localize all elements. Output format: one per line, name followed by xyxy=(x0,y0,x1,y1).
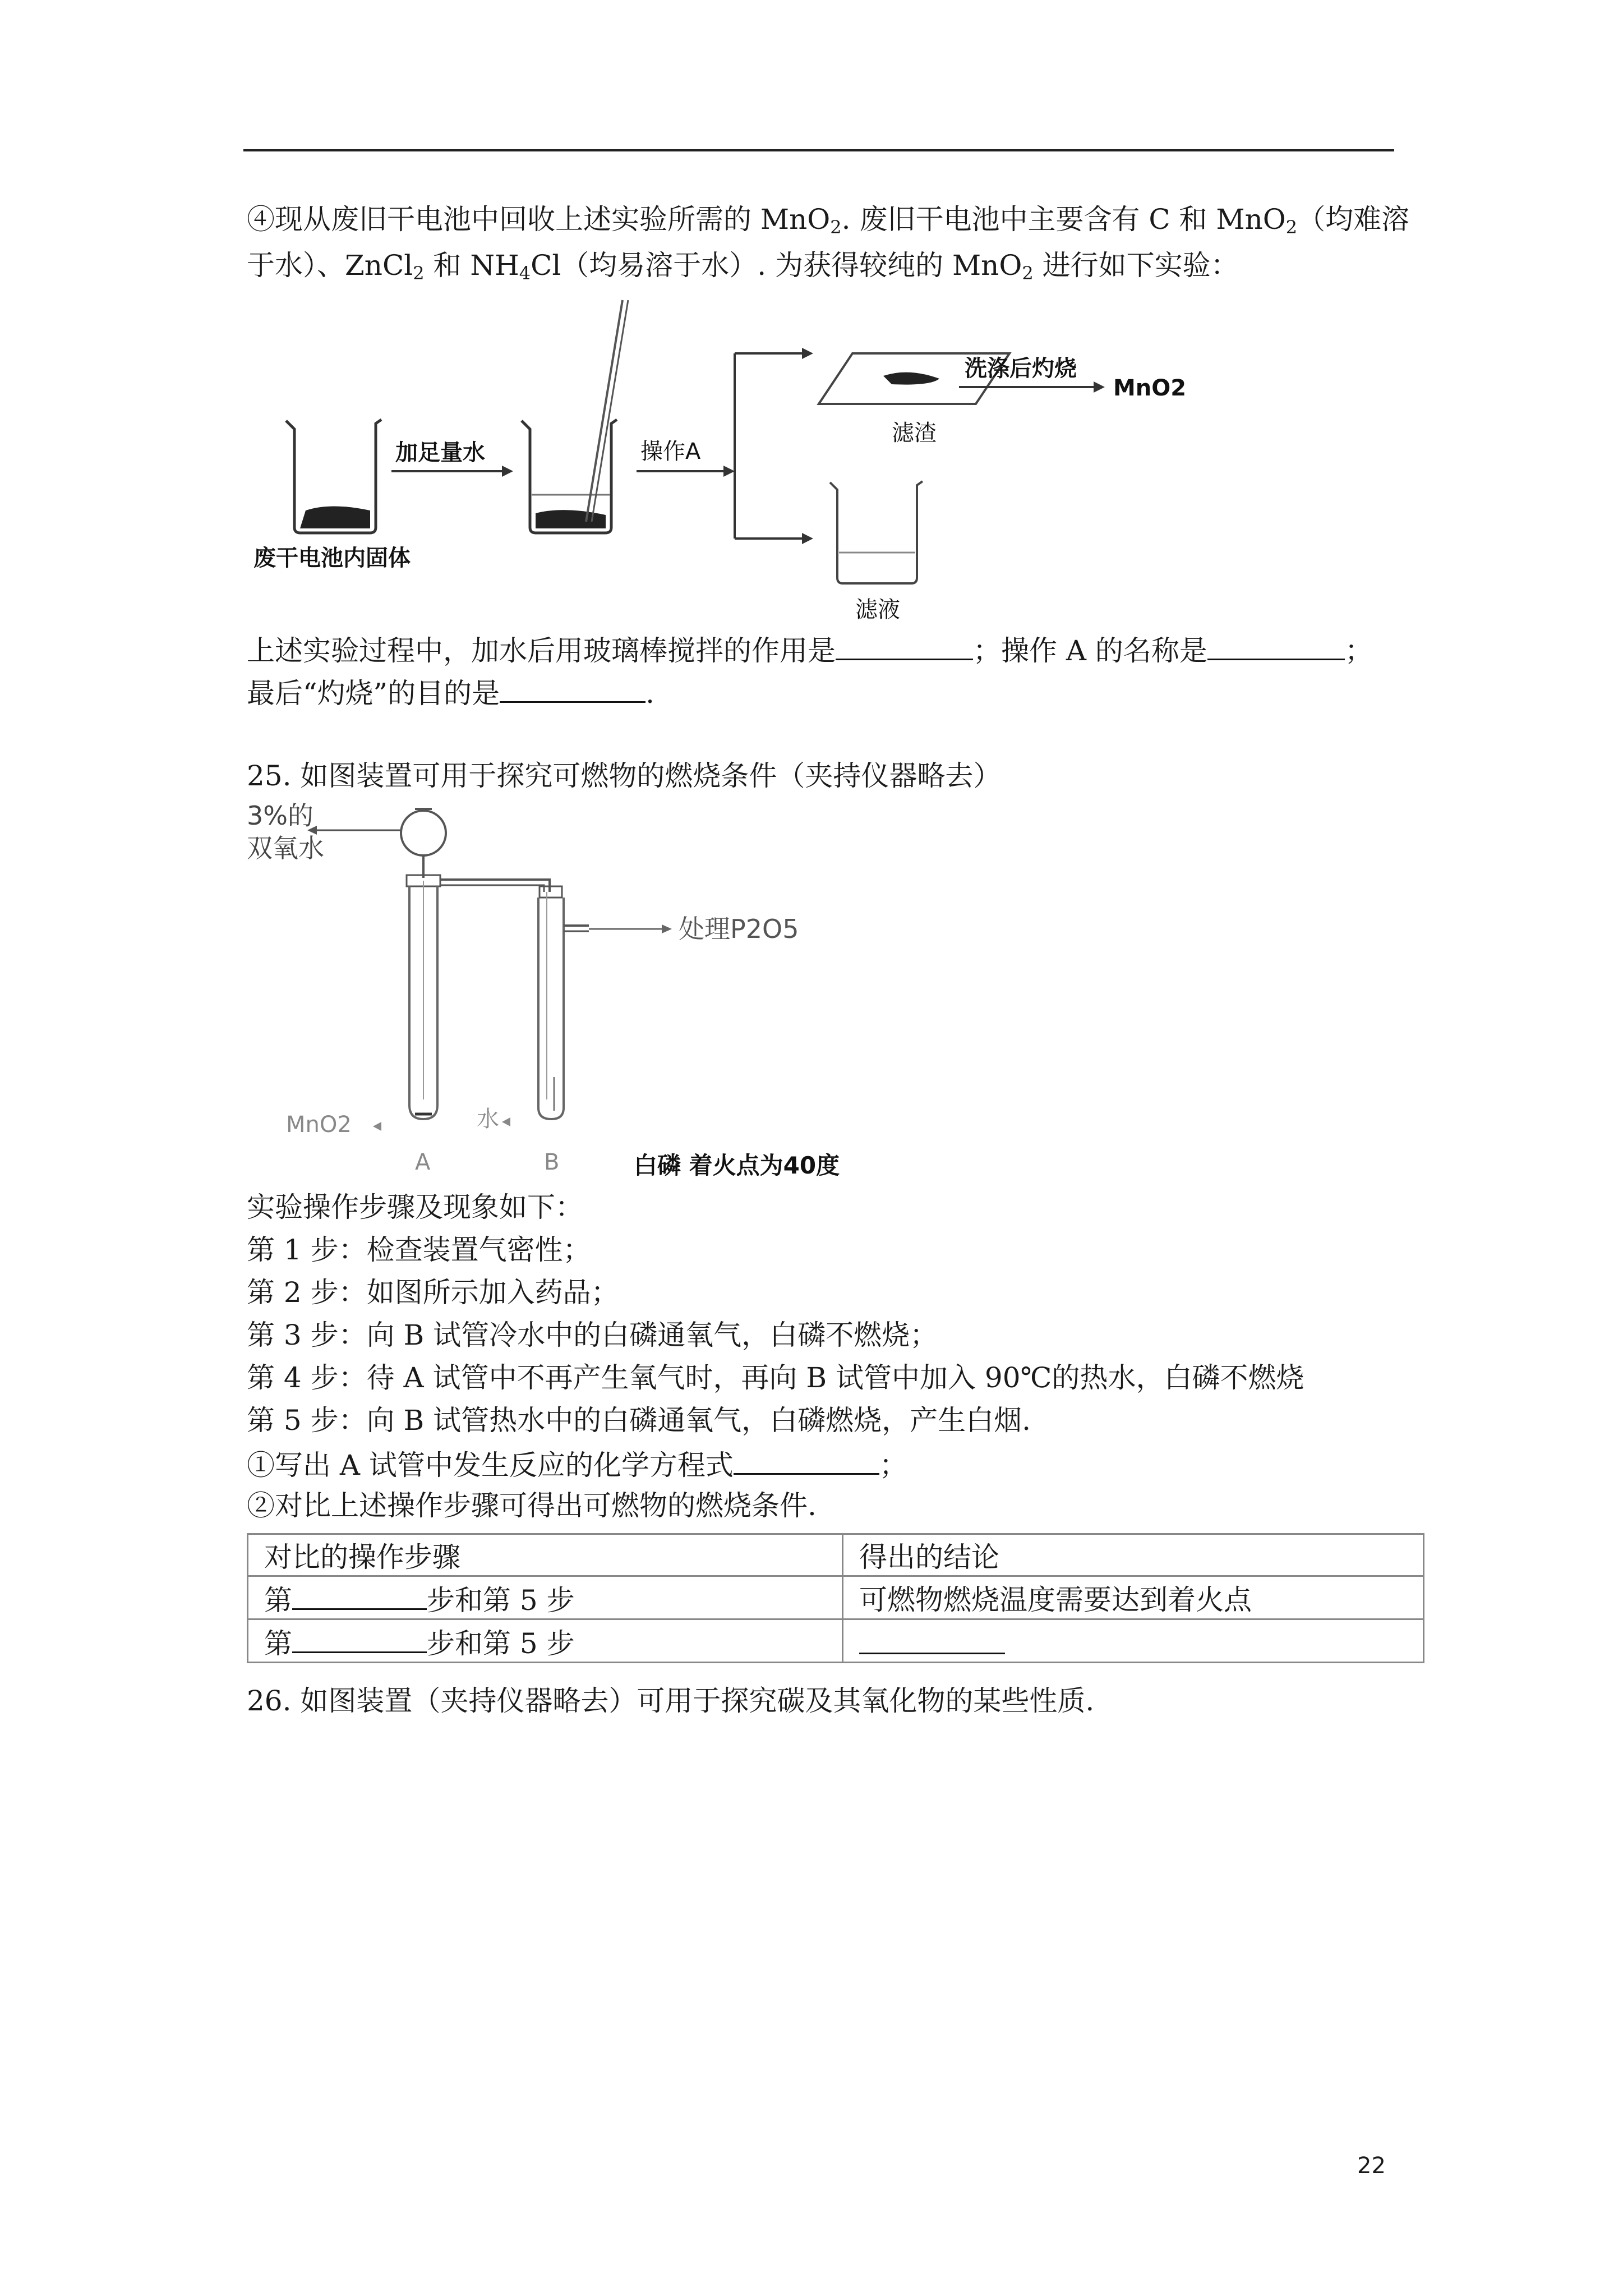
test-tube-a-icon xyxy=(409,881,437,1119)
table-row xyxy=(248,1576,1424,1619)
water-label: 水 xyxy=(477,1106,499,1132)
row1-step-blank[interactable] xyxy=(292,1577,427,1610)
step-2: 第 2 步：如图所示加入药品； xyxy=(247,1276,619,1309)
tube-b-label: B xyxy=(544,1149,560,1175)
row2-step-blank[interactable] xyxy=(292,1620,427,1653)
row2-conclusion-blank[interactable] xyxy=(859,1621,1005,1654)
wash-burn-label: 洗涤后灼烧 xyxy=(965,356,1077,381)
burning-purpose-blank[interactable] xyxy=(500,670,645,703)
header-conclusion: 得出的结论 xyxy=(843,1534,1424,1576)
mno2-recovery-diagram xyxy=(241,297,1251,634)
header-steps: 对比的操作步骤 xyxy=(248,1534,843,1576)
row1-steps: 第 步和第 5 步 xyxy=(248,1576,843,1619)
row1-conclusion: 可燃物燃烧温度需要达到着火点 xyxy=(843,1576,1424,1619)
p2o5-label: 处理P2O5 xyxy=(679,914,799,944)
start-label: 废干电池内固体 xyxy=(253,545,411,571)
row2-conclusion xyxy=(843,1619,1424,1663)
white-phosphorus-note: 白磷 着火点为40度 xyxy=(634,1152,840,1179)
beaker-solid-icon xyxy=(286,420,381,533)
table-row xyxy=(248,1619,1424,1663)
step-3: 第 3 步：向 B 试管冷水中的白磷通氧气，白磷不燃烧； xyxy=(247,1319,938,1351)
row2-steps: 第 步和第 5 步 xyxy=(248,1619,843,1663)
combustion-apparatus-diagram xyxy=(247,797,920,1189)
stirring-purpose-blank[interactable] xyxy=(836,627,973,660)
q24-intro-line-2: 于水）、ZnCl$_2$ 和 $NH_4Cl$（均易溶于水）. 为获得较纯的 MnO$_2$ 进行如下实验： xyxy=(247,249,1239,284)
q25-title: 25. 如图装置可用于探究可燃物的燃烧条件（夹持仪器略去） xyxy=(247,760,1002,792)
page-number: 22 xyxy=(1357,2153,1386,2179)
beaker-stirring-icon xyxy=(522,300,628,533)
mno2-label: MnO2 xyxy=(286,1112,352,1138)
sub-question-1: ①写出 A 试管中发生反应的化学方程式 ； xyxy=(247,1442,907,1487)
step-5: 第 5 步：向 B 试管热水中的白磷通氧气，白磷燃烧，产生白烟. xyxy=(247,1404,1031,1437)
table-header-row xyxy=(248,1534,1424,1576)
add-water-label: 加足量水 xyxy=(395,440,485,466)
equation-blank[interactable] xyxy=(734,1442,879,1475)
q24-intro-line-1: ④现从废旧干电池中回收上述实验所需的 MnO$_2$. 废旧干电池中主要含有 C 和 MnO$_2$（均难溶 xyxy=(247,203,1410,238)
residue-label: 滤渣 xyxy=(892,420,937,446)
q24-question-line-2: 最后“灼烧”的目的是 . xyxy=(247,670,654,715)
operation-a-name-blank[interactable] xyxy=(1207,627,1345,660)
sub-question-2: ②对比上述操作步骤可得出可燃物的燃烧条件. xyxy=(247,1489,817,1522)
h2o2-label-1: 3%的 xyxy=(247,800,313,831)
operation-a-label: 操作A xyxy=(640,439,701,464)
q24-question-line-1: 上述实验过程中，加水后用玻璃棒搅拌的作用是 ；操作 A 的名称是 ； xyxy=(247,627,1373,672)
header-rule xyxy=(243,149,1394,151)
filtrate-label: 滤液 xyxy=(855,597,900,623)
q26-title: 26. 如图装置（夹持仪器略去）可用于探究碳及其氧化物的某些性质. xyxy=(247,1685,1095,1717)
step-1: 第 1 步：检查装置气密性； xyxy=(247,1234,591,1266)
comparison-table xyxy=(247,1533,1424,1663)
h2o2-label-2: 双氧水 xyxy=(247,833,324,863)
separatory-funnel-icon xyxy=(401,809,446,878)
beaker-filtrate-icon xyxy=(830,481,923,583)
test-tube-b-icon xyxy=(538,886,564,1119)
steps-title: 实验操作步骤及现象如下： xyxy=(247,1191,583,1223)
mno2-product-label: MnO2 xyxy=(1113,375,1187,401)
tube-a-label: A xyxy=(415,1149,431,1175)
step-4: 第 4 步：待 A 试管中不再产生氧气时，再向 B 试管中加入 90℃的热水，白磷不燃烧 xyxy=(247,1361,1304,1394)
